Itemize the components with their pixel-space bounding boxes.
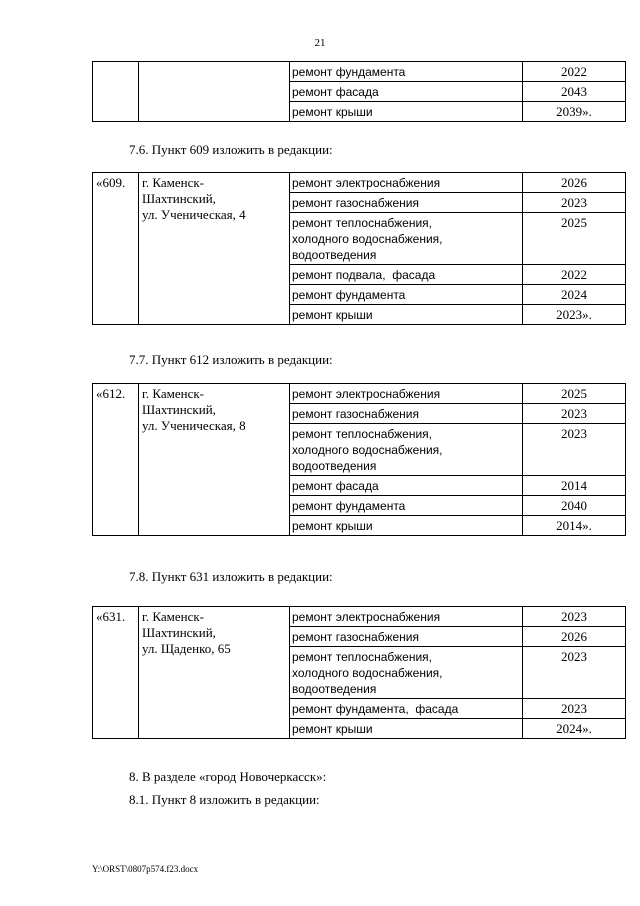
year-cell: 2023 bbox=[523, 404, 626, 424]
work-line: ремонт крыши bbox=[292, 722, 373, 736]
work-cell bbox=[290, 384, 523, 404]
year-cell: 2025 bbox=[523, 384, 626, 404]
work-cell bbox=[290, 647, 523, 699]
year-cell: 2026 bbox=[523, 173, 626, 193]
work-cell bbox=[290, 213, 523, 265]
year-cell: 2014». bbox=[523, 516, 626, 536]
work-line: ремонт крыши bbox=[292, 519, 373, 533]
table-row bbox=[93, 384, 626, 404]
work-line: ремонт крыши bbox=[292, 308, 373, 322]
year-cell: 2022 bbox=[523, 62, 626, 82]
address-cell bbox=[139, 62, 290, 122]
page-number: 21 bbox=[314, 37, 326, 49]
document-path-footer: Y:\ORST\0807p574.f23.docx bbox=[92, 864, 199, 874]
address-cell bbox=[139, 384, 290, 536]
year-cell: 2039». bbox=[523, 102, 626, 122]
address-line: Шахтинский, bbox=[142, 625, 216, 640]
work-line: водоотведения bbox=[292, 459, 377, 473]
work-line: ремонт электроснабжения bbox=[292, 387, 441, 401]
table-row bbox=[93, 62, 626, 82]
work-cell: ремонт фасада bbox=[290, 82, 523, 102]
year-cell: 2043 bbox=[523, 82, 626, 102]
work-line: ремонт теплоснабжения, bbox=[292, 427, 432, 441]
work-line: ремонт электроснабжения bbox=[292, 610, 441, 624]
work-line: ремонт теплоснабжения, bbox=[292, 216, 432, 230]
work-cell: ремонт фундамента bbox=[290, 62, 523, 82]
work-cell bbox=[290, 719, 523, 739]
work-cell bbox=[290, 305, 523, 325]
year-cell: 2024». bbox=[523, 719, 626, 739]
table-row bbox=[93, 173, 626, 193]
work-line: ремонт фундамента, фасада bbox=[292, 702, 459, 716]
address-line: г. Каменск- bbox=[142, 175, 205, 190]
section-table bbox=[92, 383, 626, 536]
item-number: «631. bbox=[93, 607, 139, 739]
work-line: ремонт подвала, фасада bbox=[292, 268, 436, 282]
year-cell: 2022 bbox=[523, 265, 626, 285]
work-cell bbox=[290, 173, 523, 193]
year-cell: 2023 bbox=[523, 607, 626, 627]
section-heading: 7.7. Пункт 612 изложить в редакции: bbox=[129, 352, 333, 367]
work-line: ремонт теплоснабжения, bbox=[292, 650, 432, 664]
address-line: г. Каменск- bbox=[142, 609, 205, 624]
work-cell bbox=[290, 607, 523, 627]
address-line: Шахтинский, bbox=[142, 191, 216, 206]
address-line: ул. Ученическая, 4 bbox=[142, 207, 246, 222]
section-heading: 7.6. Пункт 609 изложить в редакции: bbox=[129, 142, 333, 157]
year-cell: 2023 bbox=[523, 424, 626, 476]
work-line: ремонт газоснабжения bbox=[292, 630, 419, 644]
address-line: ул. Щаденко, 65 bbox=[142, 641, 231, 656]
address-line: ул. Ученическая, 8 bbox=[142, 418, 246, 433]
work-cell bbox=[290, 496, 523, 516]
section-table bbox=[92, 172, 626, 325]
address-cell bbox=[139, 607, 290, 739]
work-line: ремонт фасада bbox=[292, 479, 379, 493]
year-cell: 2040 bbox=[523, 496, 626, 516]
work-cell bbox=[290, 404, 523, 424]
section-table bbox=[92, 606, 626, 739]
work-line: холодного водоснабжения, bbox=[292, 232, 443, 246]
work-cell bbox=[290, 424, 523, 476]
continuation-table bbox=[92, 61, 626, 122]
section-heading: 7.8. Пункт 631 изложить в редакции: bbox=[129, 569, 333, 584]
year-cell: 2025 bbox=[523, 213, 626, 265]
work-line: холодного водоснабжения, bbox=[292, 443, 443, 457]
work-line: водоотведения bbox=[292, 248, 377, 262]
address-line: г. Каменск- bbox=[142, 386, 205, 401]
year-cell: 2023 bbox=[523, 647, 626, 699]
work-cell bbox=[290, 476, 523, 496]
work-line: ремонт газоснабжения bbox=[292, 407, 419, 421]
work-cell bbox=[290, 193, 523, 213]
work-cell bbox=[290, 265, 523, 285]
address-cell bbox=[139, 173, 290, 325]
item-number: «609. bbox=[93, 173, 139, 325]
closing-paragraph: 8. В разделе «город Новочеркасск»: bbox=[129, 769, 327, 784]
work-cell bbox=[290, 285, 523, 305]
work-cell: ремонт крыши bbox=[290, 102, 523, 122]
work-line: ремонт фундамента bbox=[292, 288, 406, 302]
table-row bbox=[93, 607, 626, 627]
work-line: ремонт электроснабжения bbox=[292, 176, 441, 190]
address-line: Шахтинский, bbox=[142, 402, 216, 417]
closing-paragraph: 8.1. Пункт 8 изложить в редакции: bbox=[129, 792, 320, 807]
number-cell bbox=[93, 62, 139, 122]
work-line: холодного водоснабжения, bbox=[292, 666, 443, 680]
year-cell: 2023». bbox=[523, 305, 626, 325]
year-cell: 2026 bbox=[523, 627, 626, 647]
work-cell bbox=[290, 516, 523, 536]
work-cell bbox=[290, 627, 523, 647]
work-line: ремонт газоснабжения bbox=[292, 196, 419, 210]
year-cell: 2014 bbox=[523, 476, 626, 496]
work-cell bbox=[290, 699, 523, 719]
year-cell: 2023 bbox=[523, 193, 626, 213]
year-cell: 2024 bbox=[523, 285, 626, 305]
work-line: ремонт фундамента bbox=[292, 499, 406, 513]
item-number: «612. bbox=[93, 384, 139, 536]
year-cell: 2023 bbox=[523, 699, 626, 719]
work-line: водоотведения bbox=[292, 682, 377, 696]
